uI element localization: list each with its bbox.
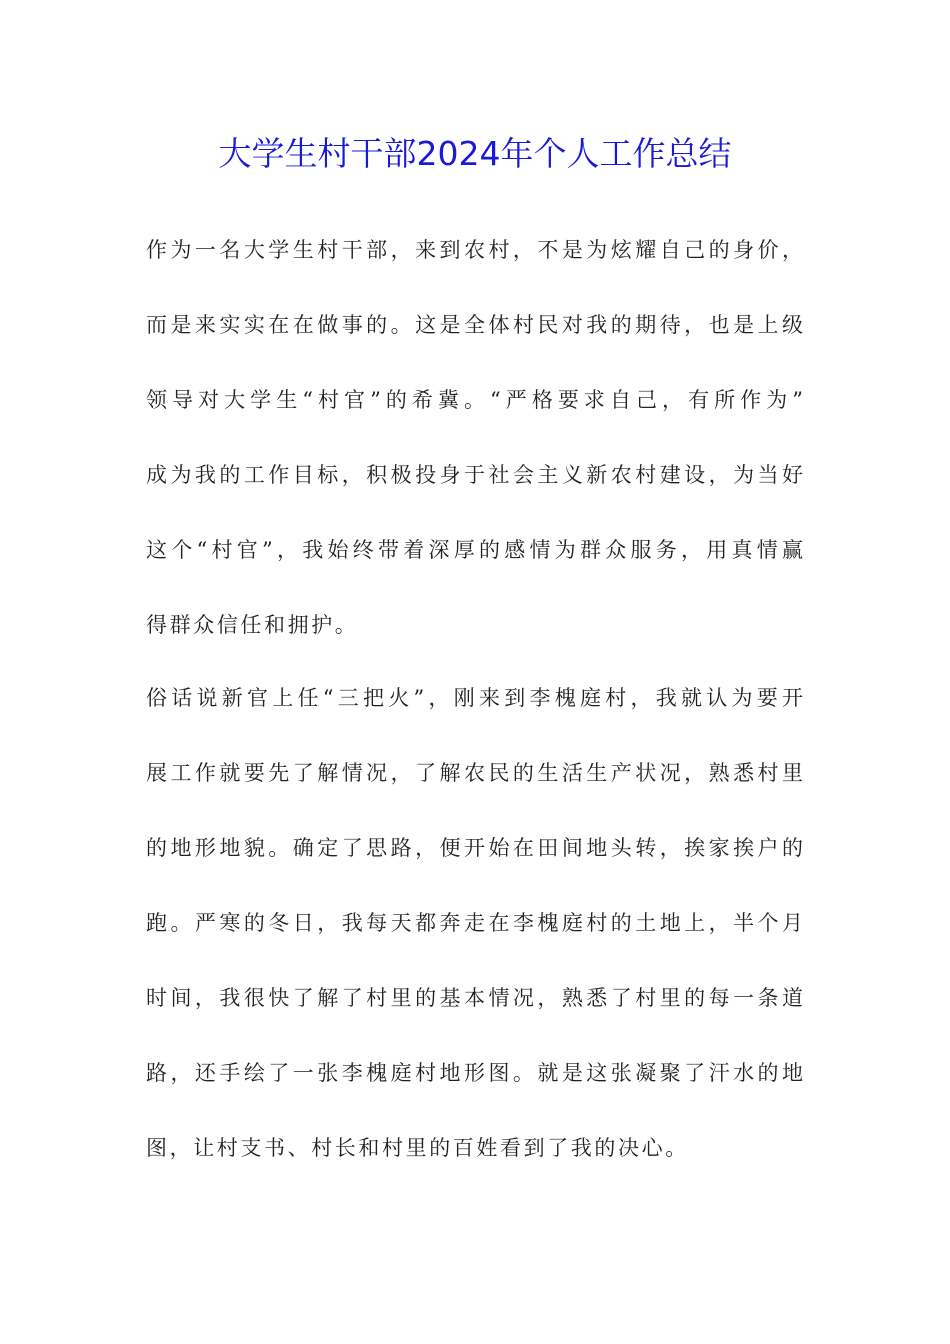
text-line: 领导对大学生“村官”的希冀。“严格要求自己，有所作为” (146, 388, 803, 412)
text-line: 跑。严寒的冬日，我每天都奔走在李槐庭村的土地上，半个月 (146, 911, 803, 935)
text-line: 得群众信任和拥护。 (146, 613, 359, 637)
text-line: 成为我的工作目标，积极投身于社会主义新农村建设，为当好 (146, 463, 803, 487)
text-line: 图，让村支书、村长和村里的百姓看到了我的决心。 (146, 1136, 689, 1160)
text-line: 时间，我很快了解了村里的基本情况，熟悉了村里的每一条道 (146, 986, 803, 1010)
document-title: 大学生村干部2024年个人工作总结 (218, 134, 732, 173)
text-line: 俗话说新官上任“三把火”，刚来到李槐庭村，我就认为要开 (146, 686, 803, 710)
text-line: 作为一名大学生村干部，来到农村，不是为炫耀自己的身价， (146, 238, 803, 262)
text-line: 而是来实实在在做事的。这是全体村民对我的期待，也是上级 (146, 313, 803, 337)
text-line: 路，还手绘了一张李槐庭村地形图。就是这张凝聚了汗水的地 (146, 1061, 803, 1085)
text-line: 展工作就要先了解情况，了解农民的生活生产状况，熟悉村里 (146, 761, 803, 785)
text-line: 这个“村官”，我始终带着深厚的感情为群众服务，用真情赢 (146, 538, 803, 562)
text-line: 的地形地貌。确定了思路，便开始在田间地头转，挨家挨户的 (146, 836, 803, 860)
